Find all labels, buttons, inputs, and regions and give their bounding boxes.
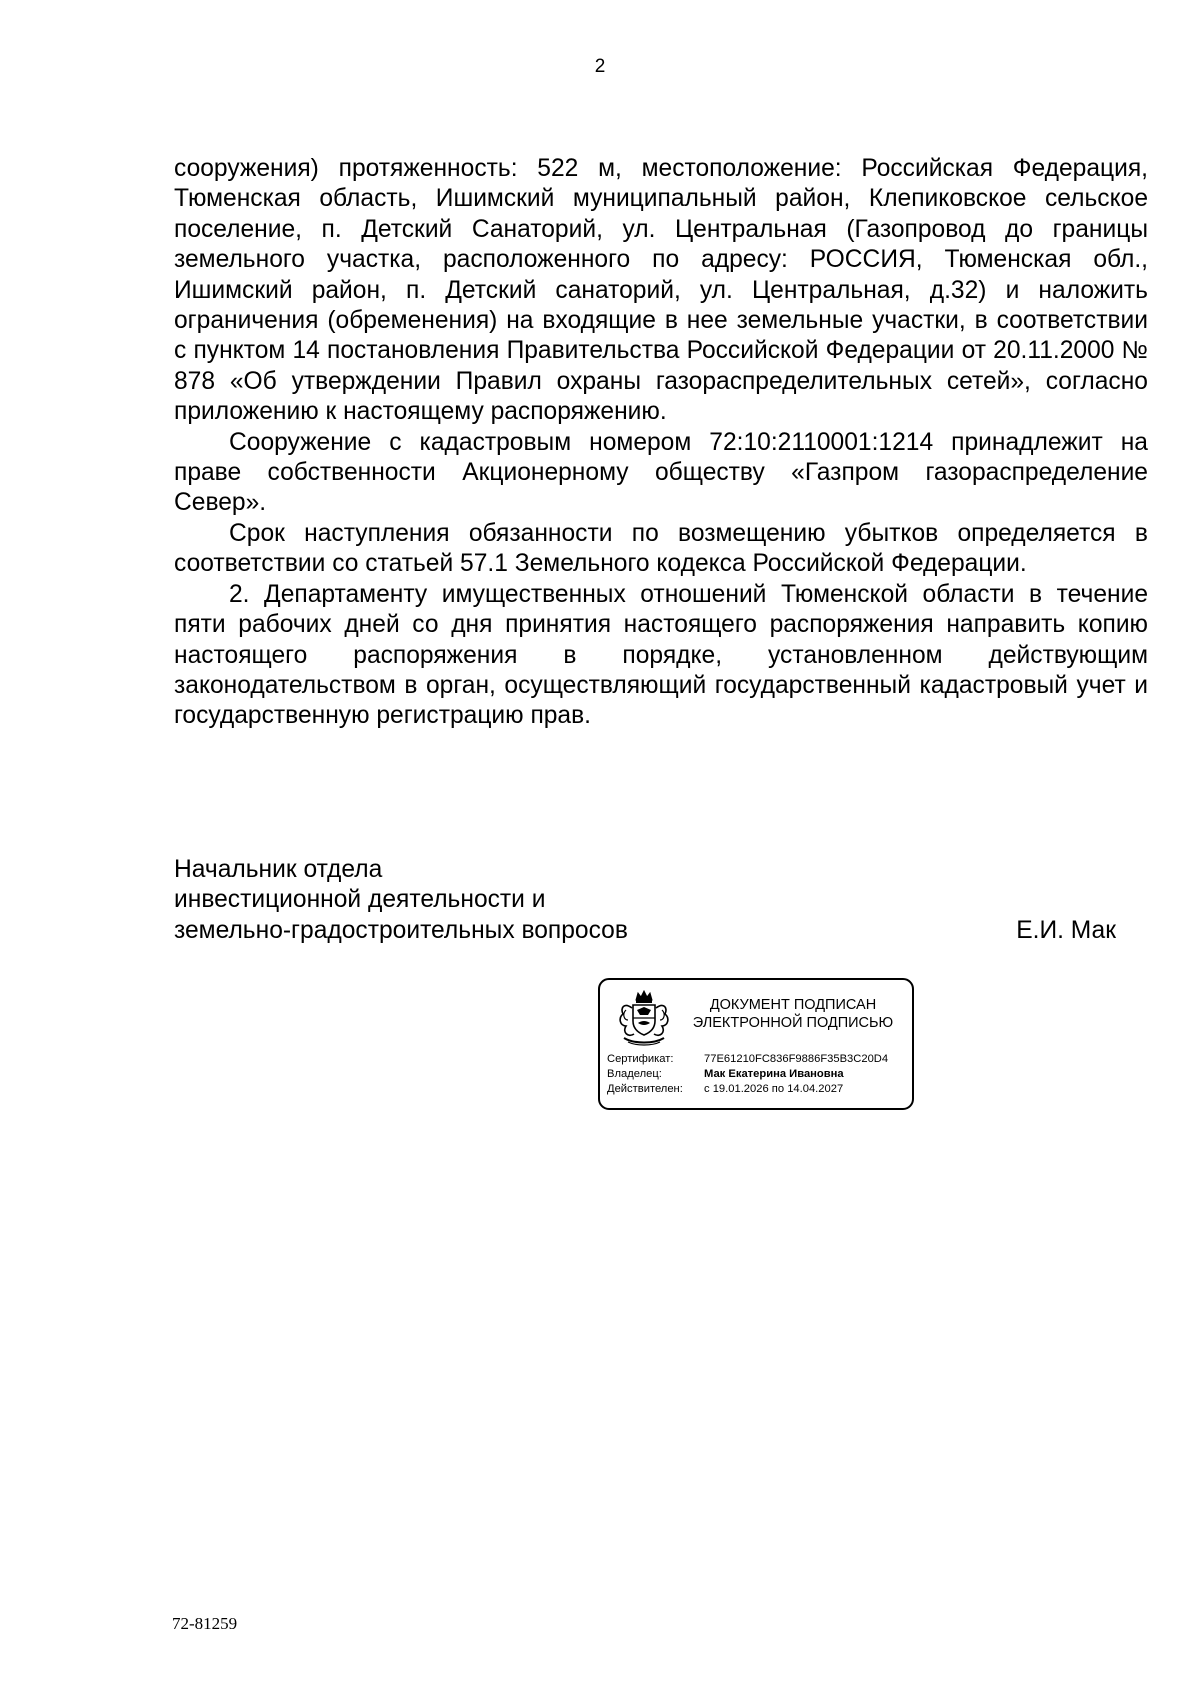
stamp-details bbox=[607, 1052, 913, 1097]
page-number: 2 bbox=[594, 56, 606, 77]
electronic-signature-stamp bbox=[598, 978, 914, 1110]
paragraph-item-2: 2. Департаменту имущественных отношений Тюменской области в течение пяти рабочих дней со дня принятия настоящего распоряжения направить копию настоящего распоряжения в порядке, установленном действующим законодательством в орган, осуществляющий государственный кадастровый учет и государственную регистрацию прав. bbox=[174, 580, 1148, 730]
validity-row bbox=[607, 1082, 913, 1097]
document-body bbox=[174, 154, 1148, 732]
signatory-position-line: Начальник отдела bbox=[174, 856, 383, 883]
owner-value: Мак Екатерина Ивановна bbox=[704, 1068, 844, 1080]
document-code: 72-81259 bbox=[172, 1614, 238, 1633]
certificate-value: 77E61210FC836F9886F35B3C20D4 bbox=[704, 1053, 889, 1065]
owner-row bbox=[607, 1067, 913, 1082]
paragraph-continuation: сооружения) протяженность: 522 м, местоположение: Российская Федерация, Тюменская область, Ишимский муниципальный район, Клепиковское сельское поселение, п. Детский Санаторий, ул. Центральная (Газопровод до границы земельного участка, расположенного по адресу: РОССИЯ, Тюменская обл., Ишимский район, п. Детский санаторий, ул. Центральная, д.32) и наложить ограничения (обременения) на входящие в нее земельные участки, в соответствии с пунктом 14 постановления Правительства Российской Федерации от 20.11.2000 № 878 «Об утверждении Правил охраны газораспределительных сетей», согласно приложению к настоящему распоряжению. bbox=[174, 155, 1148, 426]
owner-label: Владелец: bbox=[607, 1068, 662, 1080]
signature-block bbox=[174, 855, 1134, 946]
coat-of-arms-icon bbox=[612, 988, 676, 1050]
validity-label: Действителен: bbox=[607, 1083, 683, 1095]
validity-value: с 19.01.2026 по 14.04.2027 bbox=[704, 1083, 844, 1095]
certificate-label: Сертификат: bbox=[607, 1053, 674, 1065]
signatory-position-line: инвестиционной деятельности и bbox=[174, 886, 546, 914]
stamp-title bbox=[680, 996, 906, 1032]
signatory-name: Е.И. Мак bbox=[1016, 916, 1116, 944]
signatory-position-line: земельно-градостроительных вопросов bbox=[174, 916, 628, 944]
stamp-title-line: ДОКУМЕНТ ПОДПИСАН bbox=[709, 997, 877, 1013]
stamp-title-line: ЭЛЕКТРОННОЙ ПОДПИСЬЮ bbox=[692, 1015, 894, 1031]
paragraph-ownership: Сооружение с кадастровым номером 72:10:2110001:1214 принадлежит на праве собственности Акционерному обществу «Газпром газораспределение Север». bbox=[174, 428, 1148, 517]
certificate-row bbox=[607, 1052, 913, 1067]
paragraph-compensation: Срок наступления обязанности по возмещению убытков определяется в соответствии со статьей 57.1 Земельного кодекса Российской Федерации. bbox=[174, 519, 1148, 578]
